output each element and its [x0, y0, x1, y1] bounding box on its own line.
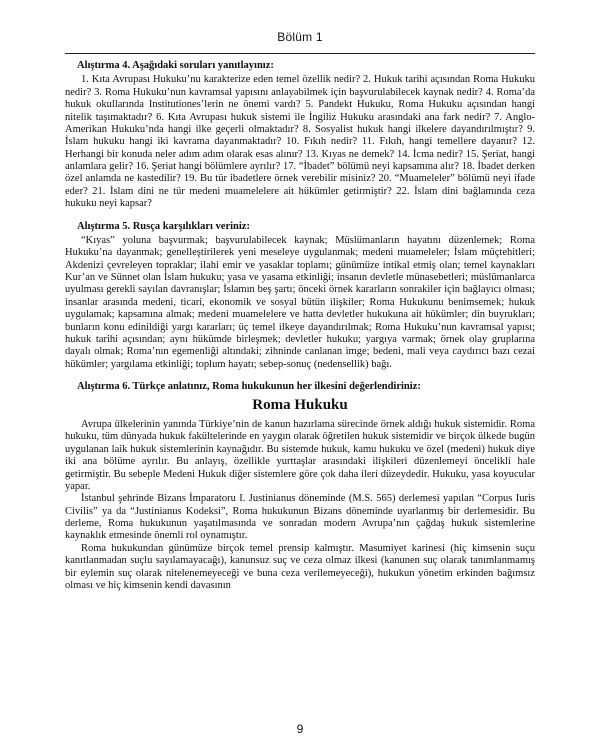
section-title-roma-hukuku: Roma Hukuku — [252, 397, 348, 414]
exercise-6-heading: Alıştırma 6. Türkçe anlatınız, Roma hukukunun her ilkesini değerlendiriniz: — [77, 381, 421, 392]
exercise-4-heading: Alıştırma 4. Aşağıdaki soruları yanıtlayınız: — [77, 60, 274, 71]
spacer — [65, 211, 535, 221]
paragraph-3: Roma hukukundan günümüze birçok temel prensip kalmıştır. Masumiyet karinesi (hiç kimsenin suçu kanıtlanmadan suçlu sayılamayacağı), kanunsuz suç ve ceza olmaz ilkesi (kanunen suç olarak tanımlanmamış bir eylemin suç olarak nitelenemeyeceği ve buna ceza verilemeyeceği), hukukun yönetim erkinden bağımsız olması ve hiç kimsenin kendi davasının — [65, 542, 535, 591]
paragraph-1: Avrupa ülkelerinin yanında Türkiye’nin de kanun hazırlama sürecinde örnek aldığı hukuk sistemidir. Roma hukuku, tüm dünyada hukuk fakültelerinde en yaygın olarak öğretilen hukuk sistemidir ve birçok ülkede bugün uygulanan laik hukuk sistemlerinin kaynağıdır. Bu sistemde hukuk, kamu hukuku ve özel (medeni) hukuk diye iki ana bölüme ayrılır. Bu anlayış, özellikle yurttaşlar arasındaki ilişkileri düzenlemeyi öncelikli hale getirmiştir. Bu sebeple Medeni Hukuk diğer sistemlere göre çok daha ileri düzeydedir. Hukuku, yasa koyucular yapar. — [65, 419, 535, 492]
chapter-header: Bölüm 1 — [277, 30, 323, 44]
header-divider — [65, 53, 535, 54]
spacer — [65, 371, 535, 381]
exercise-5-heading: Alıştırma 5. Rusça karşılıkları veriniz: — [77, 220, 250, 232]
paragraph-2: İstanbul şehrinde Bizans İmparatoru I. Justinianus döneminde (M.S. 565) derlemesi yapılan “Corpus Iuris Civilis” ya da “Justinianus Kodeksi”, Roma hukukunun Bizans döneminde uyarlanmış bir derlemesidir. Bu derleme, Roma hukukunun yaşatılmasında ve sonradan modern Avrupa’nın çağdaş hukuk sistemlerine kaynaklık etmesinde önemli rol oynamıştır. — [65, 493, 535, 542]
page-number: 9 — [296, 722, 304, 736]
exercise-4-questions: 1. Kıta Avrupası Hukuku’nu karakterize eden temel özellik nedir? 2. Hukuk tarihi açısından Roma Hukuku nedir? 3. Roma Hukuku’nun kavramsal yapısını anlayabilmek için başvurulabilecek kaynak nedir? 4. Roma’da hukuk okullarında Institutiones’lerin ne önemi vardı? 5. Pandekt Hukuku, Roma Hukuku açısından hangi nitelik taşımaktadır? 6. Kıta Avrupası hukuk sistemi ile İngiliz Hukuku arasındaki ana fark nedir? 7. Anglo-Amerikan Hukuku’nda hangi ilke geçerli olmaktadır? 8. Sosyalist hukuk hangi ilkelere dayandırılmıştır? 9. İslam hukuku hangi iki kavrama dayanmaktadır? 10. Fıkıh nedir? 11. Fıkıh, hangi temellere dayanır? 12. Herhangi bir konuda neler adım adım olarak esas alınır? 13. Kıyas ne demek? 14. İcma nedir? 15. Şeriat, hangi anlamlara gelir? 16. Şeriat hangi bölümlere ayrılır? 17. “İbadet” bölümü neyi kapsamına alır? 18. İbadet derken özel anlamda ne kastedilir? 19. Bu tür ibadetlere örnek verebilir misiniz? 20. “Muameleler” bölümü neyi ifade eder? 21. İslam dini ne tür medeni muamelelere ait hükümler getirmiştir? 22. İslam dini bağlamında ceza hukuku neyi kapsar? — [65, 74, 535, 210]
exercise-5-phrases: “Kıyas” yoluna başvurmak; başvurulabilecek kaynak; Müslümanların hayatını düzenlemek; Roma Hukuku’na dayanmak; genelleştirilerek yeni meseleye uygulanmak; medeni muameleler; İslam müçtehitleri; Akdenizi çevreleyen topraklar; ilahi emir ve yasaklar toplamı; günümüze intikal etmiş olan; temel kaynakları Kur’an ve Sünnet olan İslam hukuku; yasa ve yasama etkinliği; insanın devletle münasebetleri; müslümanlarca uyulması gerekli sayılan davranışlar; İslamın beş şartı; önceki örnek kararların sonrakiler için bağlayıcı olması; insanlar arasında medeni, ticari, ekonomik ve sosyal bütün ilişkiler; Roma Hukukunu benimsemek; hukuk uygulamak; kapsamına almak; medeni muamelelere ve hatta devletler hukukuna ait hükümler; din buyrukları; bunların konu edinildiği yargı kararları; üç temel ilkeye dayandırılmak; Roma Hukuku’nun kavramsal yapısı; hukuk tarihi açısından; aynı hükümde birleşmek; devletler hukuku; yargıya varmak; örnek olay gruplarına dayalı olmak; Roma’nın egemenliği altındaki; zihninde canlanan imge; bedeni, mali veya caydırıcı bazı cezai hükümler; yargılama etkinliği; toplum hayatı; sebep-sonuç (nedensellik) bağı. — [65, 234, 535, 370]
page-content — [65, 60, 535, 592]
